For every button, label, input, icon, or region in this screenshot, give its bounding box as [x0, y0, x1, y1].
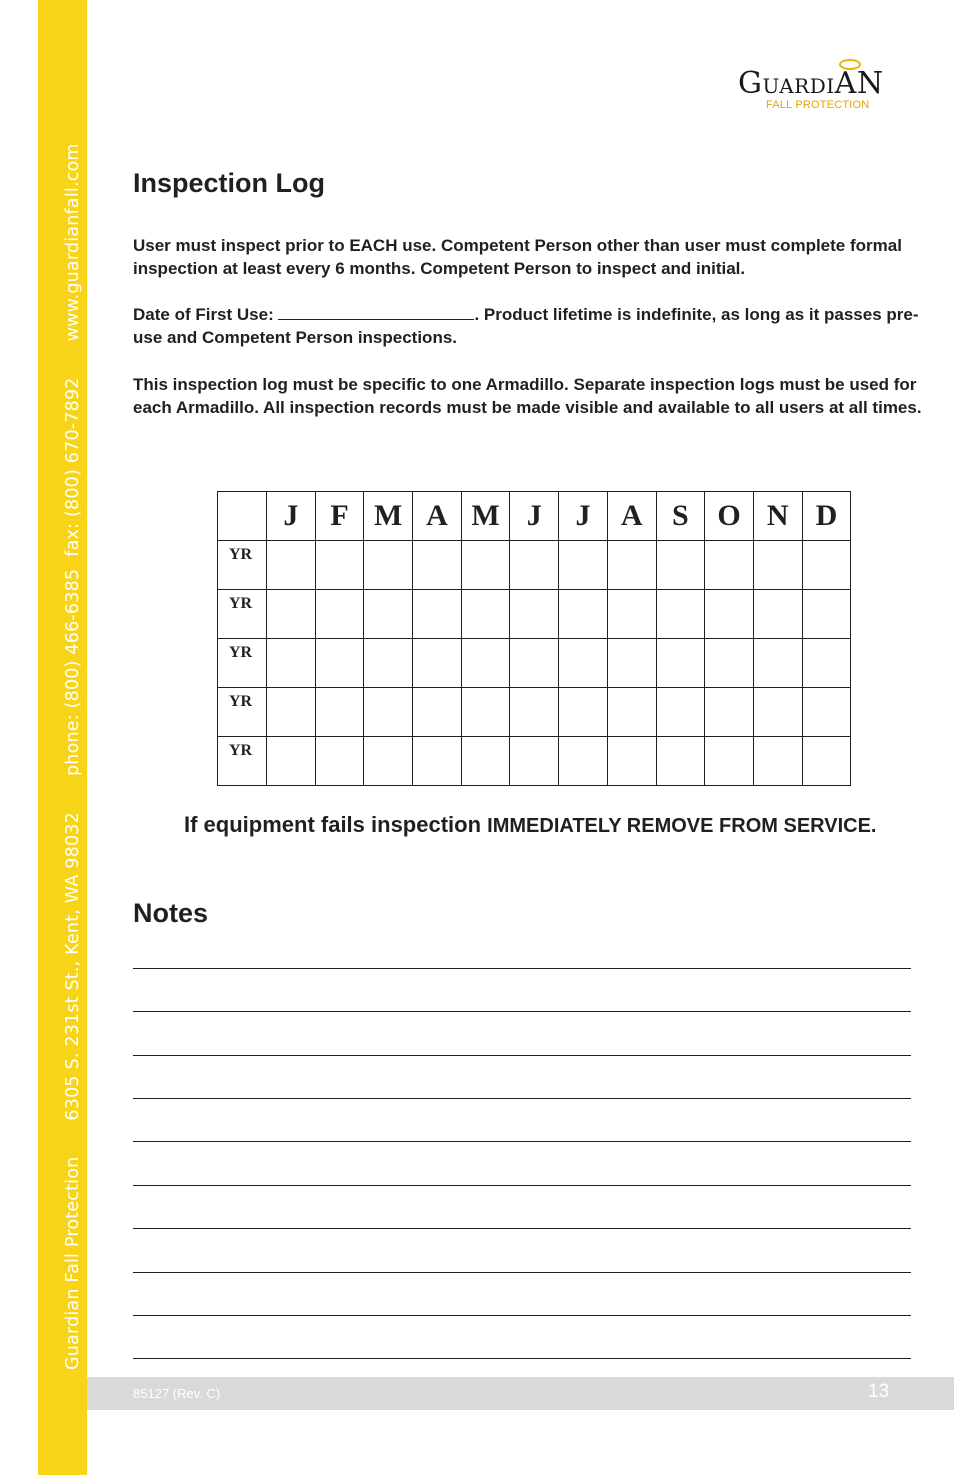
inspection-cell[interactable]	[705, 590, 754, 639]
page-title: Inspection Log	[133, 168, 325, 198]
date-of-first-use-field[interactable]	[278, 305, 474, 320]
note-line[interactable]	[133, 1315, 911, 1316]
year-label: YR	[218, 541, 267, 590]
month-header: A	[413, 492, 462, 541]
inspection-cell[interactable]	[559, 639, 608, 688]
inspection-instructions: User must inspect prior to EACH use. Competent Person other than user must complete formal inspection at least every 6 months. Competent Person to inspect and initial.	[133, 236, 902, 278]
inspection-cell[interactable]	[705, 541, 754, 590]
guardian-logo	[738, 58, 893, 114]
inspection-cell[interactable]	[413, 639, 462, 688]
note-line[interactable]	[133, 1055, 911, 1056]
inspection-cell[interactable]	[705, 688, 754, 737]
inspection-cell[interactable]	[364, 639, 413, 688]
month-header: D	[802, 492, 851, 541]
logo-wordmark: GUARDIAN	[738, 66, 884, 101]
note-line[interactable]	[133, 1185, 911, 1186]
first-use-paragraph: Date of First Use: . Product lifetime is indefinite, as long as it passes pre-use and Competent Person inspections.	[133, 305, 919, 347]
month-header-row	[218, 492, 851, 541]
inspection-cell[interactable]	[656, 688, 705, 737]
note-line[interactable]	[133, 1098, 911, 1099]
note-line[interactable]	[133, 968, 911, 969]
inspection-cell[interactable]	[753, 541, 802, 590]
sidebar-website: www.guardianfall.com	[63, 143, 83, 342]
month-header: O	[705, 492, 754, 541]
inspection-cell[interactable]	[802, 639, 851, 688]
inspection-cell[interactable]	[267, 639, 316, 688]
corner-cell	[218, 492, 267, 541]
inspection-cell[interactable]	[461, 688, 510, 737]
inspection-cell[interactable]	[413, 541, 462, 590]
log-specificity-paragraph: This inspection log must be specific to one Armadillo. Separate inspection logs must be used for each Armadillo. All inspection records must be made visible and available to all users at all times.	[133, 375, 922, 417]
inspection-cell[interactable]	[364, 688, 413, 737]
inspection-cell[interactable]	[559, 737, 608, 786]
month-header: J	[267, 492, 316, 541]
inspection-cell[interactable]	[656, 639, 705, 688]
inspection-cell[interactable]	[510, 590, 559, 639]
inspection-cell[interactable]	[607, 737, 656, 786]
sidebar-address: 6305 S. 231st St., Kent, WA 98032	[63, 812, 83, 1121]
table-row	[218, 590, 851, 639]
inspection-cell[interactable]	[510, 639, 559, 688]
inspection-cell[interactable]	[461, 590, 510, 639]
inspection-cell[interactable]	[559, 541, 608, 590]
inspection-cell[interactable]	[510, 737, 559, 786]
month-header: M	[461, 492, 510, 541]
note-line[interactable]	[133, 1228, 911, 1229]
inspection-cell[interactable]	[267, 541, 316, 590]
inspection-cell[interactable]	[461, 639, 510, 688]
inspection-cell[interactable]	[607, 590, 656, 639]
inspection-cell[interactable]	[753, 590, 802, 639]
inspection-cell[interactable]	[315, 688, 364, 737]
inspection-cell[interactable]	[413, 737, 462, 786]
inspection-cell[interactable]	[753, 639, 802, 688]
inspection-cell[interactable]	[802, 688, 851, 737]
inspection-cell[interactable]	[607, 688, 656, 737]
inspection-cell[interactable]	[656, 590, 705, 639]
inspection-cell[interactable]	[413, 688, 462, 737]
inspection-cell[interactable]	[510, 541, 559, 590]
inspection-cell[interactable]	[753, 737, 802, 786]
month-header: N	[753, 492, 802, 541]
inspection-cell[interactable]	[364, 541, 413, 590]
table-row	[218, 688, 851, 737]
logo-subtitle: FALL PROTECTION	[766, 99, 870, 111]
notes-title: Notes	[133, 898, 209, 928]
inspection-cell[interactable]	[656, 737, 705, 786]
inspection-cell[interactable]	[364, 737, 413, 786]
inspection-cell[interactable]	[267, 688, 316, 737]
inspection-log-table	[217, 491, 851, 786]
month-header: M	[364, 492, 413, 541]
inspection-cell[interactable]	[802, 590, 851, 639]
inspection-cell[interactable]	[413, 590, 462, 639]
sidebar-phone: phone: (800) 466-6385	[63, 568, 83, 777]
year-label: YR	[218, 688, 267, 737]
inspection-cell[interactable]	[315, 639, 364, 688]
inspection-cell[interactable]	[802, 737, 851, 786]
month-header: A	[607, 492, 656, 541]
inspection-cell[interactable]	[364, 590, 413, 639]
month-header: F	[315, 492, 364, 541]
inspection-cell[interactable]	[607, 639, 656, 688]
inspection-cell[interactable]	[315, 590, 364, 639]
table-row	[218, 541, 851, 590]
inspection-cell[interactable]	[559, 688, 608, 737]
sidebar-company: Guardian Fall Protection	[63, 1156, 83, 1370]
inspection-cell[interactable]	[267, 590, 316, 639]
inspection-cell[interactable]	[461, 737, 510, 786]
inspection-cell[interactable]	[607, 541, 656, 590]
year-label: YR	[218, 639, 267, 688]
inspection-cell[interactable]	[753, 688, 802, 737]
note-line[interactable]	[133, 1358, 911, 1359]
note-line[interactable]	[133, 1141, 911, 1142]
inspection-cell[interactable]	[461, 541, 510, 590]
month-header: J	[559, 492, 608, 541]
inspection-cell[interactable]	[267, 737, 316, 786]
year-label: YR	[218, 590, 267, 639]
inspection-cell[interactable]	[510, 688, 559, 737]
note-line[interactable]	[133, 1272, 911, 1273]
inspection-cell[interactable]	[705, 639, 754, 688]
sidebar-fax: fax: (800) 670-7892	[63, 377, 83, 557]
year-label: YR	[218, 737, 267, 786]
table-row	[218, 737, 851, 786]
note-line[interactable]	[133, 1011, 911, 1012]
inspection-cell[interactable]	[315, 541, 364, 590]
month-header: J	[510, 492, 559, 541]
inspection-cell[interactable]	[559, 590, 608, 639]
document-code: 85127 (Rev. C)	[133, 1386, 221, 1401]
inspection-cell[interactable]	[315, 737, 364, 786]
inspection-cell[interactable]	[705, 737, 754, 786]
inspection-cell[interactable]	[656, 541, 705, 590]
inspection-cell[interactable]	[802, 541, 851, 590]
page-number: 13	[868, 1381, 890, 1402]
month-header: S	[656, 492, 705, 541]
sidebar-contact-info	[63, 143, 83, 1370]
warning-text: If equipment fails inspection IMMEDIATELY REMOVE FROM SERVICE.	[184, 812, 877, 837]
table-row	[218, 639, 851, 688]
